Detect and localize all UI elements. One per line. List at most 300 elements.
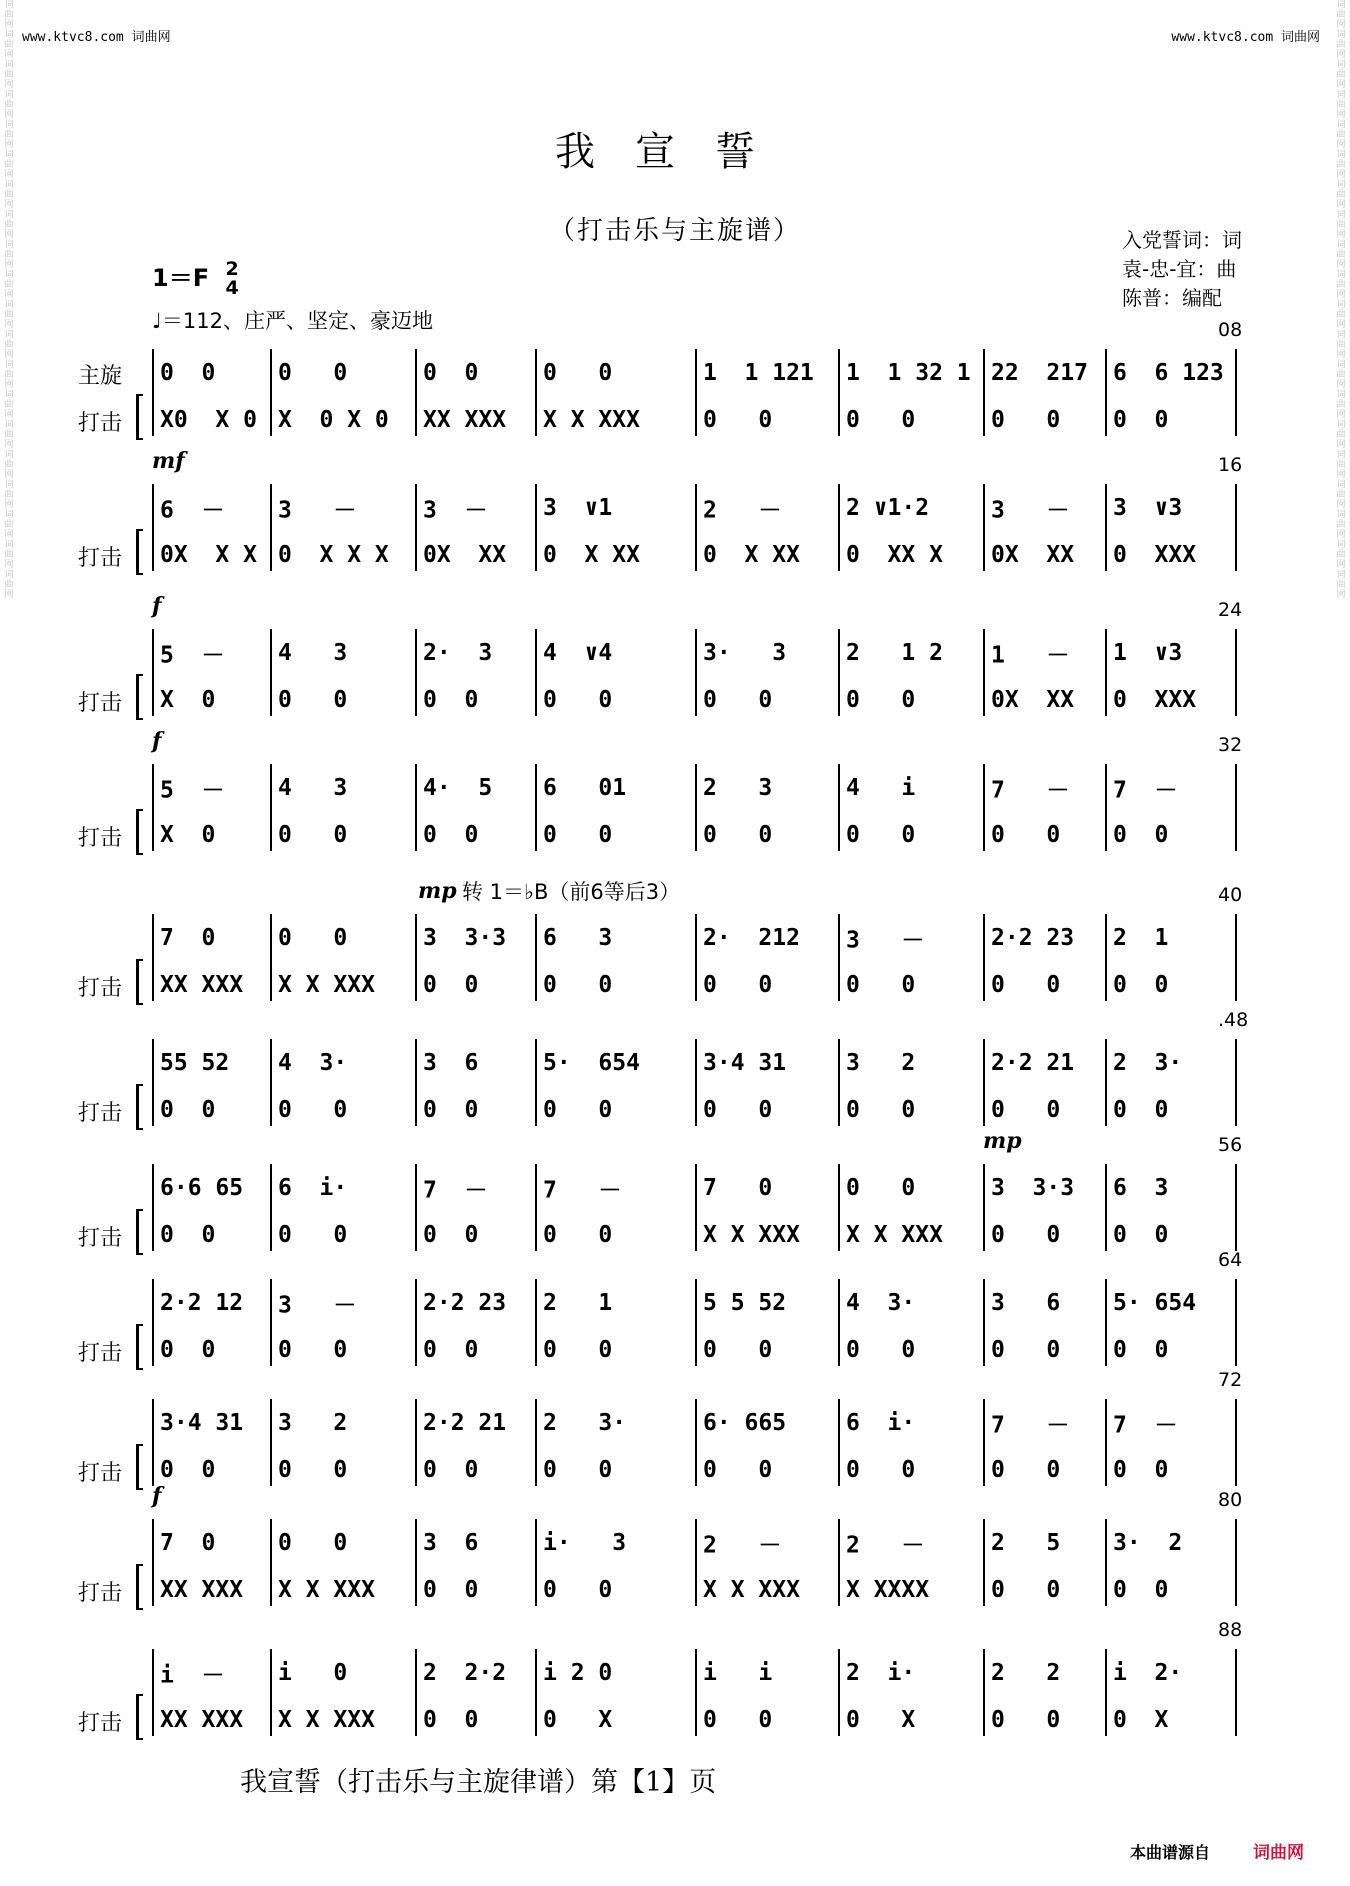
barline [1105, 629, 1107, 716]
barline [838, 349, 840, 436]
percussion-measure: X X XXX [846, 1222, 943, 1248]
percussion-measure: 0 0 [160, 1097, 216, 1123]
system-brace [136, 1324, 143, 1370]
melody-measure: 2 5 [991, 1530, 1061, 1556]
percussion-measure: 0 X XX [703, 542, 800, 568]
percussion-measure: X X XXX [278, 972, 375, 998]
barline [270, 1519, 272, 1606]
barline [1235, 484, 1237, 571]
percussion-measure: X X XXX [278, 1577, 375, 1603]
barline [535, 1399, 537, 1486]
modulation-marking: 转 1＝♭B（前6等后3） [462, 880, 681, 904]
bar-number: 72 [1218, 1369, 1243, 1391]
percussion-measure: 0 X [543, 1707, 613, 1733]
barline [270, 764, 272, 851]
bar-number: 16 [1218, 454, 1243, 476]
barline [983, 1519, 985, 1606]
percussion-measure: X 0 X 0 [278, 407, 389, 433]
melody-measure: 3 － [423, 497, 488, 524]
melody-measure: 6 － [160, 497, 225, 524]
barline [838, 484, 840, 571]
percussion-measure: XX XXX [160, 972, 244, 998]
percussion-measure: 0 0 [278, 1457, 348, 1483]
site-logo: 词曲网 [1253, 1843, 1304, 1863]
system-brace [136, 394, 143, 440]
barline [270, 914, 272, 1001]
percussion-measure: XX XXX [423, 407, 507, 433]
barline [1105, 349, 1107, 436]
percussion-label: 打击 [78, 1101, 123, 1126]
barline [152, 1399, 154, 1486]
bar-number: .48 [1218, 1009, 1249, 1031]
melody-label: 主旋 [78, 364, 123, 389]
melody-measure: i 0 [278, 1660, 348, 1686]
melody-measure: 0 0 [278, 925, 348, 951]
percussion-measure: 0 0 [1113, 1457, 1169, 1483]
percussion-measure: 0 0 [991, 822, 1061, 848]
melody-measure: 2· 3 [423, 640, 493, 666]
dynamic-marking: mf [152, 448, 185, 474]
melody-measure: 3 ∨1 [543, 495, 613, 521]
barline [983, 484, 985, 571]
percussion-measure: 0 0 [278, 1097, 348, 1123]
percussion-measure: 0 0 [846, 1457, 916, 1483]
barline [415, 349, 417, 436]
melody-measure: 0 0 [160, 360, 216, 386]
percussion-measure: 0X X X [160, 542, 257, 568]
barline [535, 1164, 537, 1251]
melody-measure: 3·4 31 [160, 1410, 244, 1436]
percussion-measure: 0 0 [423, 1707, 479, 1733]
score-subtitle: （打击乐与主旋谱） [548, 216, 801, 246]
tempo-marking: ♩＝112、庄严、坚定、豪迈地 [152, 309, 433, 333]
melody-measure: i － [160, 1662, 225, 1689]
percussion-measure: 0 0 [991, 972, 1061, 998]
melody-measure: 4 3 [278, 640, 348, 666]
melody-measure: 7 － [991, 777, 1070, 804]
percussion-measure: 0 0 [278, 1222, 348, 1248]
percussion-measure: 0 0 [703, 1337, 773, 1363]
barline [152, 764, 154, 851]
melody-measure: 3 ∨3 [1113, 495, 1183, 521]
melody-measure: 6 01 [543, 775, 627, 801]
barline [535, 764, 537, 851]
barline [838, 1399, 840, 1486]
percussion-measure: 0 XX X [846, 542, 943, 568]
barline [1235, 914, 1237, 1001]
percussion-measure: 0 0 [423, 1222, 479, 1248]
percussion-measure: 0 0 [1113, 1337, 1169, 1363]
left-side-watermark: 词曲网词曲网词曲网词曲网词曲网词曲网词曲网词曲网词曲网词曲网词曲网词曲网词曲网词曲网词曲网词曲网词曲网词曲网词曲网词曲网 [4, 0, 14, 600]
melody-measure: i· 3 [543, 1530, 627, 1556]
barline [1235, 1519, 1237, 1606]
percussion-measure: 0 0 [543, 1222, 613, 1248]
melody-measure: i 2 0 [543, 1660, 613, 1686]
melody-measure: 7 － [991, 1412, 1070, 1439]
key-text: 1＝F [152, 264, 210, 292]
melody-measure: 2 1 [1113, 925, 1169, 951]
melody-measure: 4 ∨4 [543, 640, 613, 666]
percussion-label: 打击 [78, 691, 123, 716]
melody-measure: 5 5 52 [703, 1290, 787, 1316]
barline [838, 1164, 840, 1251]
percussion-measure: 0 0 [423, 822, 479, 848]
barline [1105, 484, 1107, 571]
percussion-measure: 0 0 [543, 687, 613, 713]
barline [838, 764, 840, 851]
percussion-measure: 0 0 [1113, 1577, 1169, 1603]
melody-measure: 3 － [846, 927, 925, 954]
percussion-measure: 0 0 [703, 822, 773, 848]
melody-measure: 3·4 31 [703, 1050, 787, 1076]
bar-number: 80 [1218, 1489, 1243, 1511]
melody-measure: 2·2 21 [991, 1050, 1075, 1076]
barline [270, 1399, 272, 1486]
percussion-label: 打击 [78, 1581, 123, 1606]
percussion-measure: X X XXX [543, 407, 640, 433]
barline [415, 1039, 417, 1126]
barline [1235, 629, 1237, 716]
bar-number: 88 [1218, 1619, 1243, 1641]
melody-measure: 1 ∨3 [1113, 640, 1183, 666]
percussion-measure: 0 X [846, 1707, 916, 1733]
barline [415, 1279, 417, 1366]
barline [983, 914, 985, 1001]
melody-measure: 4 3· [278, 1050, 348, 1076]
melody-measure: 1 － [991, 642, 1070, 669]
barline [838, 1649, 840, 1736]
barline [270, 349, 272, 436]
barline [270, 1279, 272, 1366]
percussion-measure: 0 0 [703, 687, 773, 713]
barline [152, 1039, 154, 1126]
melody-measure: 3· 2 [1113, 1530, 1183, 1556]
barline [535, 349, 537, 436]
melody-measure: 7 － [1113, 777, 1178, 804]
percussion-measure: 0 0 [278, 822, 348, 848]
barline [1235, 1279, 1237, 1366]
melody-measure: 3 2 [846, 1050, 916, 1076]
melody-measure: 2 － [703, 497, 782, 524]
percussion-measure: 0 0 [543, 1097, 613, 1123]
percussion-measure: 0 0 [543, 822, 613, 848]
barline [270, 1039, 272, 1126]
percussion-measure: 0 0 [278, 1337, 348, 1363]
barline [983, 349, 985, 436]
barline [415, 1164, 417, 1251]
percussion-measure: 0 0 [543, 972, 613, 998]
melody-measure: 6 3 [543, 925, 613, 951]
percussion-measure: 0 0 [423, 1097, 479, 1123]
barline [1235, 764, 1237, 851]
percussion-measure: 0 0 [1113, 822, 1169, 848]
percussion-measure: 0 0 [423, 972, 479, 998]
barline [838, 1519, 840, 1606]
composer-credit: 袁-忠-宜：曲 [1122, 257, 1237, 281]
barline [695, 1039, 697, 1126]
barline [535, 629, 537, 716]
dynamic-marking: mp [418, 878, 457, 904]
barline [535, 1519, 537, 1606]
percussion-measure: X X XXX [278, 1707, 375, 1733]
melody-measure: 6 i· [278, 1175, 348, 1201]
bar-number: 64 [1218, 1249, 1243, 1271]
percussion-measure: 0 0 [846, 972, 916, 998]
barline [695, 1164, 697, 1251]
melody-measure: 2· 212 [703, 925, 800, 951]
percussion-measure: 0X XX [991, 542, 1075, 568]
melody-measure: 3 2 [278, 1410, 348, 1436]
system-brace [136, 1444, 143, 1490]
barline [535, 1279, 537, 1366]
percussion-measure: 0 X X X [278, 542, 389, 568]
system-brace [136, 1084, 143, 1130]
barline [695, 349, 697, 436]
barline [1105, 764, 1107, 851]
melody-measure: 0 0 [278, 360, 348, 386]
barline [535, 1649, 537, 1736]
melody-measure: 2 3· [543, 1410, 627, 1436]
melody-measure: 3 6 [991, 1290, 1061, 1316]
percussion-measure: 0 0 [846, 1097, 916, 1123]
melody-measure: 6 6 123 [1113, 360, 1224, 386]
melody-measure: 3 3·3 [423, 925, 507, 951]
bar-number: 08 [1218, 319, 1243, 341]
percussion-measure: XX XXX [160, 1707, 244, 1733]
barline [983, 629, 985, 716]
barline [838, 629, 840, 716]
barline [270, 1649, 272, 1736]
barline [152, 629, 154, 716]
melody-measure: 0 0 [846, 1175, 916, 1201]
barline [983, 1039, 985, 1126]
melody-measure: 5· 654 [543, 1050, 640, 1076]
melody-measure: 1 1 121 [703, 360, 814, 386]
barline [838, 1279, 840, 1366]
barline [415, 1519, 417, 1606]
barline [695, 1399, 697, 1486]
melody-measure: 3 6 [423, 1530, 479, 1556]
barline [415, 484, 417, 571]
dynamic-marking: f [152, 1483, 162, 1509]
melody-measure: 6·6 65 [160, 1175, 244, 1201]
melody-measure: 2 3· [1113, 1050, 1183, 1076]
percussion-measure: 0 0 [703, 407, 773, 433]
dynamic-marking: f [152, 728, 162, 754]
percussion-measure: 0 0 [1113, 407, 1169, 433]
melody-measure: 5 － [160, 777, 225, 804]
barline [152, 1279, 154, 1366]
barline [983, 1649, 985, 1736]
barline [270, 484, 272, 571]
percussion-label: 打击 [78, 826, 123, 851]
score-title: 我宣誓 [555, 129, 795, 175]
melody-measure: 0 0 [423, 360, 479, 386]
barline [1105, 1519, 1107, 1606]
barline [415, 1649, 417, 1736]
percussion-measure: X 0 [160, 822, 216, 848]
barline [983, 1164, 985, 1251]
dynamic-marking: mp [983, 1128, 1022, 1154]
barline [838, 1039, 840, 1126]
melody-measure: 6 3 [1113, 1175, 1169, 1201]
melody-measure: 2 2·2 [423, 1660, 507, 1686]
percussion-measure: 0 0 [1113, 1097, 1169, 1123]
barline [1105, 1649, 1107, 1736]
barline [535, 484, 537, 571]
percussion-label: 打击 [78, 1461, 123, 1486]
melody-measure: 2·2 12 [160, 1290, 244, 1316]
right-side-watermark: 词曲网词曲网词曲网词曲网词曲网词曲网词曲网词曲网词曲网词曲网词曲网词曲网词曲网词曲网词曲网词曲网词曲网词曲网词曲网词曲网 [1336, 0, 1346, 600]
percussion-label: 打击 [78, 1341, 123, 1366]
melody-measure: 22 217 [991, 360, 1088, 386]
percussion-measure: 0 0 [278, 687, 348, 713]
melody-measure: 3 6 [423, 1050, 479, 1076]
percussion-measure: 0 0 [543, 1457, 613, 1483]
melody-measure: 7 － [423, 1177, 488, 1204]
bar-number: 24 [1218, 599, 1243, 621]
melody-measure: 6 i· [846, 1410, 916, 1436]
barline [1235, 1649, 1237, 1736]
melody-measure: 3 － [278, 1292, 357, 1319]
percussion-measure: 0 X XX [543, 542, 640, 568]
barline [695, 1519, 697, 1606]
barline [695, 484, 697, 571]
melody-measure: 7 0 [703, 1175, 773, 1201]
melody-measure: 2·2 23 [991, 925, 1075, 951]
percussion-measure: 0 0 [543, 1337, 613, 1363]
melody-measure: 2 i· [846, 1660, 916, 1686]
time-signature-bottom: 4 [225, 277, 239, 299]
melody-measure: 2·2 21 [423, 1410, 507, 1436]
melody-measure: 4 i [846, 775, 916, 801]
barline [1105, 1279, 1107, 1366]
percussion-measure: 0 0 [543, 1577, 613, 1603]
percussion-measure: 0 0 [991, 1097, 1061, 1123]
percussion-measure: 0 XXX [1113, 542, 1197, 568]
percussion-measure: 0 0 [991, 1707, 1061, 1733]
percussion-measure: X X XXX [703, 1222, 800, 1248]
percussion-measure: 0 0 [703, 972, 773, 998]
percussion-measure: 0 0 [160, 1457, 216, 1483]
percussion-measure: 0X XX [423, 542, 507, 568]
percussion-measure: 0 0 [703, 1457, 773, 1483]
barline [1235, 349, 1237, 436]
melody-measure: 1 1 32 1 [846, 360, 971, 386]
melody-measure: 2 2 [991, 1660, 1061, 1686]
page-footer: 我宣誓（打击乐与主旋律谱）第【1】页 [240, 1767, 717, 1798]
system-brace [136, 1564, 143, 1610]
percussion-measure: 0 0 [423, 687, 479, 713]
system-brace [136, 809, 143, 855]
melody-measure: 55 52 [160, 1050, 230, 1076]
barline [415, 629, 417, 716]
barline [1105, 914, 1107, 1001]
melody-measure: 7 － [1113, 1412, 1178, 1439]
percussion-label: 打击 [78, 411, 123, 436]
percussion-measure: X X XXX [703, 1577, 800, 1603]
percussion-measure: 0 0 [703, 1097, 773, 1123]
system-brace [136, 529, 143, 575]
percussion-measure: 0 0 [1113, 972, 1169, 998]
percussion-measure: 0 0 [846, 407, 916, 433]
percussion-label: 打击 [78, 976, 123, 1001]
bar-number: 40 [1218, 884, 1243, 906]
percussion-measure: 0 X [1113, 1707, 1169, 1733]
barline [415, 764, 417, 851]
barline [152, 1519, 154, 1606]
percussion-measure: 0 0 [1113, 1222, 1169, 1248]
percussion-measure: 0 0 [991, 407, 1061, 433]
percussion-measure: X XXXX [846, 1577, 930, 1603]
percussion-measure: X 0 [160, 687, 216, 713]
melody-measure: 2 － [846, 1532, 925, 1559]
lyricist-credit: 入党誓词：词 [1122, 228, 1242, 252]
melody-measure: 2 － [703, 1532, 782, 1559]
barline [1235, 1399, 1237, 1486]
melody-measure: 4 3 [278, 775, 348, 801]
percussion-measure: 0 XXX [1113, 687, 1197, 713]
time-signature-top: 2 [225, 258, 239, 280]
arranger-credit: 陈普：编配 [1122, 286, 1222, 310]
barline [1235, 1164, 1237, 1251]
barline [1105, 1039, 1107, 1126]
barline [1235, 1039, 1237, 1126]
melody-measure: 5 － [160, 642, 225, 669]
melody-measure: 4· 5 [423, 775, 493, 801]
melody-measure: 2 1 2 [846, 640, 943, 666]
barline [535, 1039, 537, 1126]
percussion-measure: 0 0 [846, 687, 916, 713]
barline [152, 1649, 154, 1736]
melody-measure: 6· 665 [703, 1410, 787, 1436]
barline [152, 349, 154, 436]
melody-measure: 0 0 [278, 1530, 348, 1556]
bar-number: 56 [1218, 1134, 1243, 1156]
barline [983, 1399, 985, 1486]
barline [838, 914, 840, 1001]
barline [270, 1164, 272, 1251]
melody-measure: 2 ∨1·2 [846, 495, 930, 521]
barline [152, 1164, 154, 1251]
percussion-measure: 0 0 [703, 1707, 773, 1733]
percussion-measure: 0 0 [991, 1222, 1061, 1248]
header-site-right: www.ktvc8.com 词曲网 [1171, 30, 1320, 45]
barline [535, 914, 537, 1001]
percussion-measure: 0 0 [991, 1577, 1061, 1603]
header-site-left: www.ktvc8.com 词曲网 [22, 30, 171, 45]
percussion-measure: 0 0 [160, 1222, 216, 1248]
melody-measure: 2·2 23 [423, 1290, 507, 1316]
barline [270, 629, 272, 716]
melody-measure: i i [703, 1660, 773, 1686]
melody-measure: 3· 3 [703, 640, 787, 666]
melody-measure: 2 1 [543, 1290, 613, 1316]
melody-measure: 4 3· [846, 1290, 916, 1316]
melody-measure: 3 3·3 [991, 1175, 1075, 1201]
barline [415, 914, 417, 1001]
percussion-measure: 0 0 [846, 1337, 916, 1363]
system-brace [136, 1209, 143, 1255]
melody-measure: 3 － [991, 497, 1070, 524]
percussion-measure: 0X XX [991, 687, 1075, 713]
barline [695, 1649, 697, 1736]
dynamic-marking: f [152, 593, 162, 619]
system-brace [136, 674, 143, 720]
percussion-label: 打击 [78, 546, 123, 571]
melody-measure: i 2· [1113, 1660, 1183, 1686]
melody-measure: 0 0 [543, 360, 613, 386]
